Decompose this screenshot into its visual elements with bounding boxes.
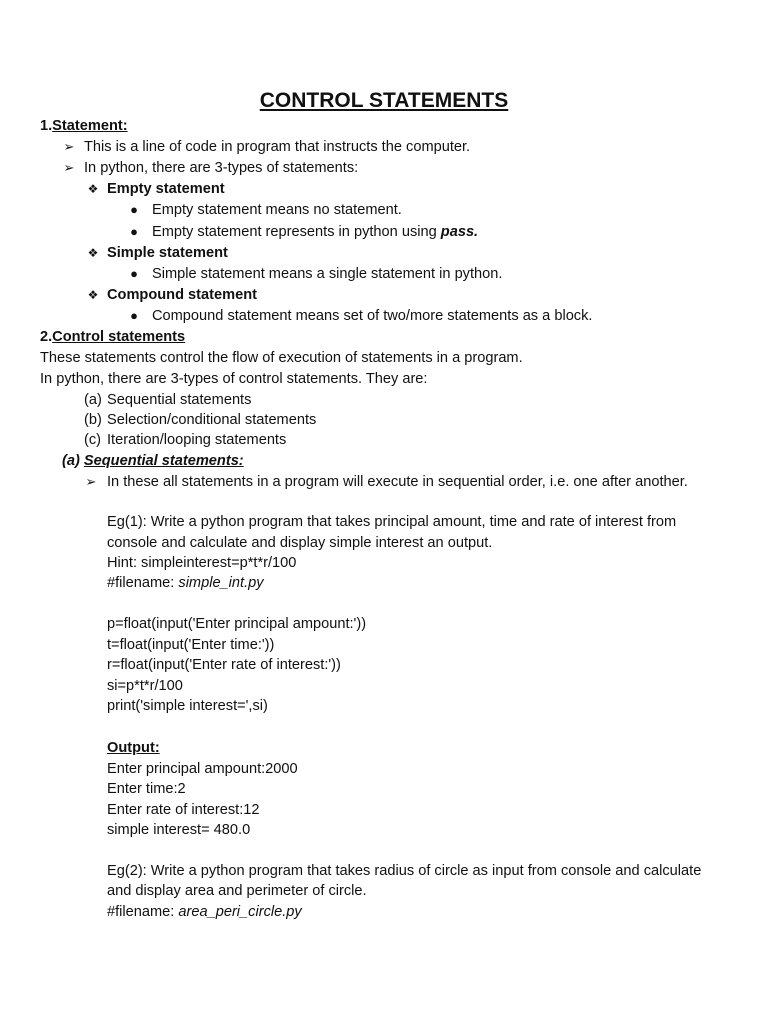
output-line: Enter rate of interest:12 (107, 802, 260, 818)
section-1-heading (40, 116, 128, 136)
empty-statement-point-2-text: Empty statement represents in python using (152, 224, 441, 240)
list-item (84, 410, 317, 430)
list-item-label: (c) (84, 432, 102, 448)
control-statements-intro-1: These statements control the flow of execution of statements in a program. (40, 350, 523, 366)
sequential-description: In these all statements in a program will execute in sequential order, i.e. one after another. (107, 474, 688, 490)
simple-statement-point: Simple statement means a single statement in python. (152, 266, 503, 282)
control-statements-intro-2: In python, there are 3-types of control statements. They are: (40, 371, 428, 387)
round-bullet-icon: ● (130, 224, 138, 239)
list-item-text: Sequential statements (107, 392, 252, 408)
compound-statement-point: Compound statement means set of two/more statements as a block. (152, 308, 593, 324)
code-line: print('simple interest=',si) (107, 698, 268, 714)
diamond-bullet-icon: ❖ (87, 288, 99, 302)
statement-definition: This is a line of code in program that instructs the computer. (84, 139, 471, 155)
round-bullet-icon: ● (130, 266, 138, 281)
filename-value: area_peri_circle.py (178, 904, 302, 920)
pass-keyword: pass. (440, 224, 479, 240)
filename-value: simple_int.py (178, 575, 264, 591)
list-item (84, 390, 252, 410)
output-heading: Output: (107, 740, 160, 756)
empty-statement-point-2 (152, 222, 478, 242)
code-line: si=p*t*r/100 (107, 678, 183, 694)
sequential-label: (a) (62, 453, 80, 469)
statement-types-intro: In python, there are 3-types of statements: (84, 160, 359, 176)
diamond-bullet-icon: ❖ (87, 246, 99, 260)
compound-statement-heading: Compound statement (107, 287, 257, 303)
empty-statement-heading: Empty statement (107, 181, 225, 197)
code-line: t=float(input('Enter time:')) (107, 637, 275, 653)
example-1-question-line-2: console and calculate and display simple interest an output. (107, 535, 493, 551)
section-2-title: Control statements (52, 329, 186, 345)
round-bullet-icon: ● (130, 202, 138, 217)
example-1-hint: Hint: simpleinterest=p*t*r/100 (107, 555, 297, 571)
code-line: r=float(input('Enter rate of interest:')) (107, 657, 341, 673)
output-line: simple interest= 480.0 (107, 822, 251, 838)
section-2-heading (40, 327, 185, 347)
sequential-title: Sequential statements: (83, 453, 244, 469)
example-2-question-line-1: Eg(2): Write a python program that takes radius of circle as input from console and calculate (107, 863, 702, 879)
section-2-number: 2. (40, 329, 53, 345)
list-item-label: (b) (84, 412, 102, 428)
output-line: Enter time:2 (107, 781, 186, 797)
example-2-question-line-2: and display area and perimeter of circle. (107, 883, 367, 899)
simple-statement-heading: Simple statement (107, 245, 228, 261)
output-line: Enter principal ampount:2000 (107, 761, 298, 777)
arrow-bullet-icon: ➢ (85, 474, 97, 489)
section-1-number: 1. (40, 118, 53, 134)
example-1-filename (107, 573, 264, 593)
page-title: CONTROL STATEMENTS (259, 89, 509, 112)
arrow-bullet-icon: ➢ (63, 160, 75, 175)
section-1-title: Statement: (52, 118, 128, 134)
list-item-text: Selection/conditional statements (107, 412, 317, 428)
diamond-bullet-icon: ❖ (87, 182, 99, 196)
list-item-text: Iteration/looping statements (107, 432, 287, 448)
sequential-subheading (62, 451, 244, 471)
round-bullet-icon: ● (130, 308, 138, 323)
filename-label: #filename: (107, 575, 179, 591)
list-item-label: (a) (84, 392, 102, 408)
example-2-filename (107, 902, 302, 922)
list-item (84, 430, 287, 450)
filename-label: #filename: (107, 904, 179, 920)
empty-statement-point-1: Empty statement means no statement. (152, 202, 402, 218)
arrow-bullet-icon: ➢ (63, 139, 75, 154)
example-1-question-line-1: Eg(1): Write a python program that takes principal amount, time and rate of interest from (107, 514, 677, 530)
code-line: p=float(input('Enter principal ampount:')) (107, 616, 367, 632)
